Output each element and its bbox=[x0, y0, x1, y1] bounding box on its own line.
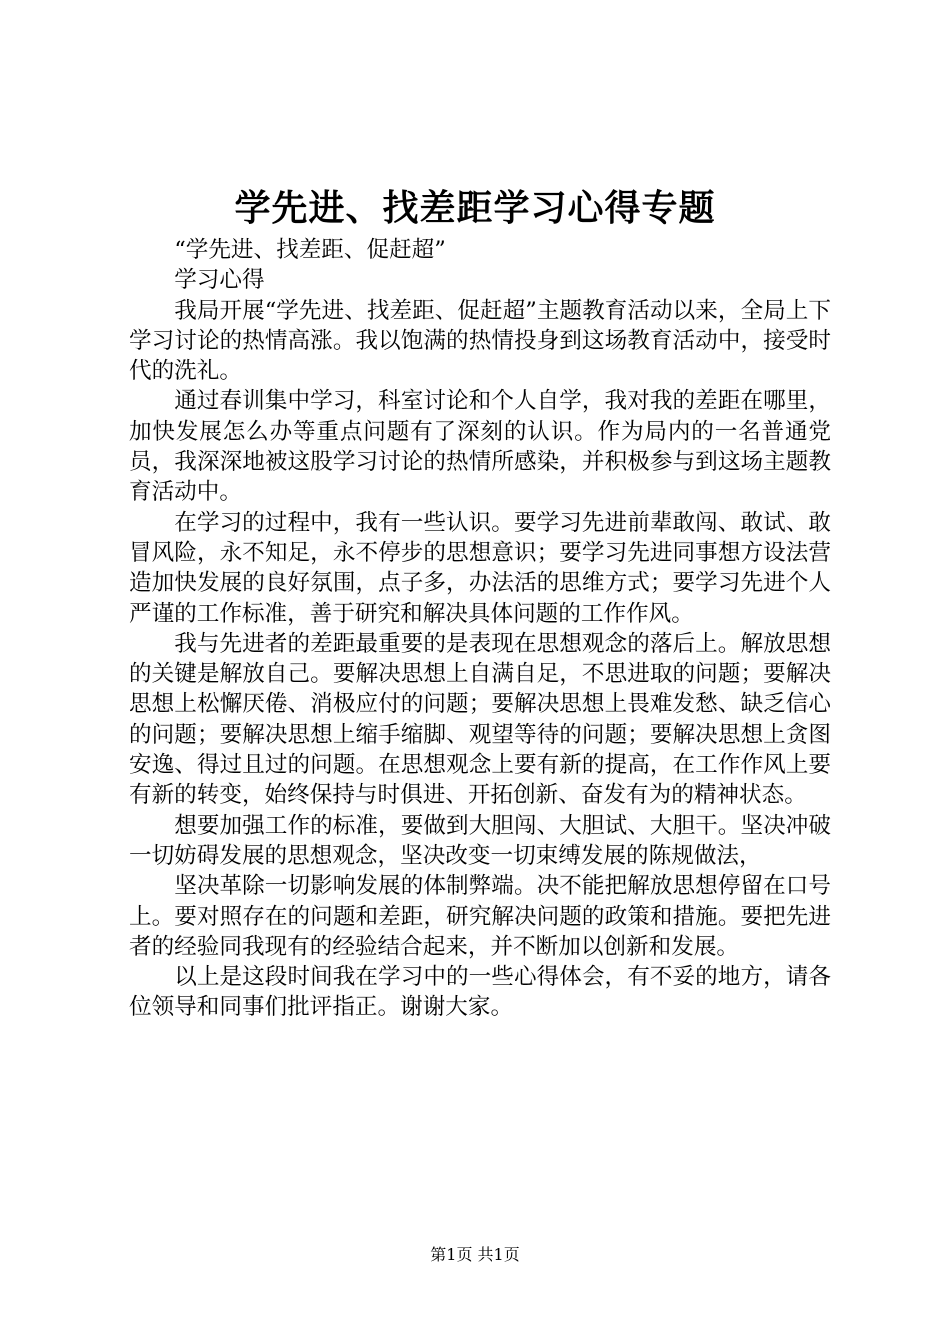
paragraph-subtitle-line-2: 学习心得 bbox=[174, 267, 265, 294]
paragraph: 在学习的过程中，我有一些认识。要学习先进前辈敢闯、敢试、敢冒风险，永不知足，永不停步的思想意识；要学习先进同事想方设法营造加快发展的良好氛围，点子多，办法活的思维方式；要学习先进个人严谨的工作标准，善于研究和解决具体问题的工作作风。 bbox=[129, 509, 831, 627]
page-number-footer: 第1页 共1页 bbox=[430, 1245, 520, 1264]
document-title: 学先进、找差距学习心得专题 bbox=[234, 187, 716, 229]
paragraph: 想要加强工作的标准，要做到大胆闯、大胆试、大胆干。坚决冲破一切妨碍发展的思想观念，坚决改变一切束缚发展的陈规做法， bbox=[129, 812, 831, 869]
paragraph: 我局开展“学先进、找差距、促赶超”主题教育活动以来，全局上下学习讨论的热情高涨。我以饱满的热情投身到这场教育活动中，接受时代的洗礼。 bbox=[129, 297, 831, 385]
document-body bbox=[129, 235, 831, 1023]
paragraph: 我与先进者的差距最重要的是表现在思想观念的落后上。解放思想的关键是解放自己。要解决思想上自满自足，不思进取的问题；要解决思想上松懈厌倦、消极应付的问题；要解决思想上畏难发愁、缺乏信心的问题；要解决思想上缩手缩脚、观望等待的问题；要解决思想上贪图安逸、得过且过的问题。在思想观念上要有新的提高，在工作作风上要有新的转变，始终保持与时俱进、开拓创新、奋发有为的精神状态。 bbox=[129, 630, 831, 809]
paragraph: 坚决革除一切影响发展的体制弊端。决不能把解放思想停留在口号上。要对照存在的问题和差距，研究解决问题的政策和措施。要把先进者的经验同我现有的经验结合起来，并不断加以创新和发展。 bbox=[129, 873, 831, 960]
paragraph: 通过春训集中学习，科室讨论和个人自学，我对我的差距在哪里，加快发展怎么办等重点问题有了深刻的认识。作为局内的一名普通党员，我深深地被这股学习讨论的热情所感染，并积极参与到这场主题教育活动中。 bbox=[129, 388, 831, 506]
paragraph-subtitle-line-1: “学先进、找差距、促赶超” bbox=[174, 237, 446, 263]
paragraph: 以上是这段时间我在学习中的一些心得体会，有不妥的地方，请各位领导和同事们批评指正。谢谢大家。 bbox=[129, 964, 831, 1021]
